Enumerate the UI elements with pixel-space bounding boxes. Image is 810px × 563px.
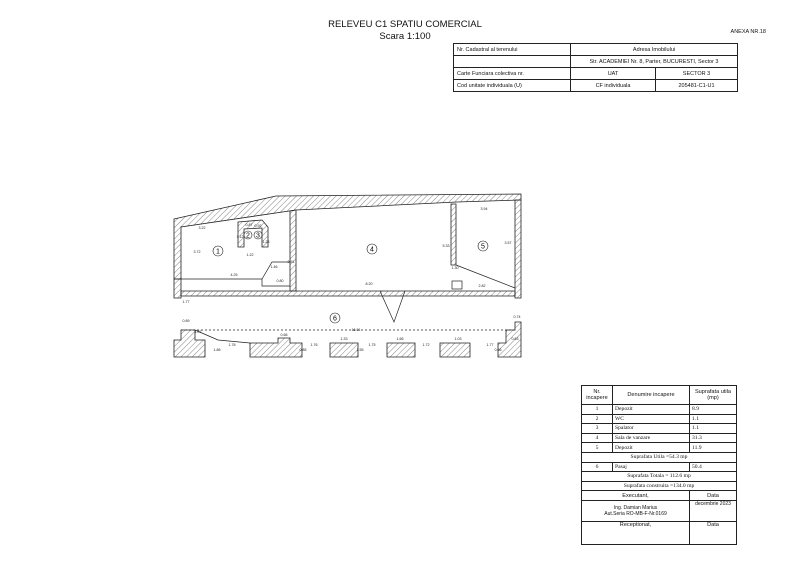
date-label-2: Data [690,521,737,544]
room-1-boundary [181,279,290,286]
dimension-label: 0.74 [513,315,521,319]
cf-individual-value: 205481-C1-U1 [656,80,738,92]
legend-row [582,414,737,424]
legend-row [582,405,737,415]
dimension-label: 1.77 [182,300,190,304]
legend-row [582,443,737,453]
dimension-label: 0.85 [299,348,307,352]
room-number: 2 [246,232,250,240]
dimension-label: 1.78 [228,343,236,347]
dimension-label: 1.76 [310,343,318,347]
address-label: Adresa Imobilului [571,44,738,56]
legend-row-no: 4 [582,433,613,443]
dimension-label: 0.89 [182,319,190,323]
wall-interior-west [287,210,296,291]
room-number: 5 [481,243,485,251]
useful-area-total: Suprafata Utila =54.3 mp [582,452,737,462]
dimension-label: 1.72 [422,343,430,347]
uat-value: SECTOR 3 [656,68,738,80]
dimension-label: 1.46 [270,265,278,269]
document-title: RELEVEU C1 SPATIU COMERCIAL [328,19,482,30]
total-area: Suprafata Totala = 112.6 mp [582,472,737,482]
dimension-label: 1.77 [486,343,494,347]
scale-label: Scara 1:100 [379,31,431,42]
wall-west [174,279,181,298]
room-number: 4 [370,246,374,254]
legend-col-area [690,386,737,405]
built-area: Suprafata construita =134.0 mp [582,481,737,491]
dimension-label: 5.33 [442,244,450,248]
dimension-label: 0.80 [276,279,284,283]
uat-label: UAT [571,68,656,80]
dimension-label: 0.87 [245,223,253,227]
wall-interior-east [451,204,456,265]
stair-room-5 [452,281,462,289]
dimension-label: 3.94 [480,207,488,211]
dimension-label: 1.22 [246,253,254,257]
dimension-label: 1.86 [213,348,221,352]
legend-row-name: Pasaj [613,462,690,472]
room-number: 3 [256,232,260,240]
receptionat-label: Receptionat, [582,521,690,544]
room-number: 6 [333,315,337,323]
dimension-label: 1.30 [451,266,459,270]
room-number: 1 [216,248,220,256]
legend-col-area-line1: Suprafata utila [694,389,732,395]
pier-5 [440,343,470,357]
dimension-label: 1.12 [236,235,244,239]
cadastral-label: Nr. Cadastral al terenului [454,44,571,56]
dimension-label: 0.66 [280,333,288,337]
address-value: Str. ACADEMIEI Nr. 8, Parter, BUCURESTI, Sector 3 [571,56,738,68]
legend-row-name: WC [613,414,690,424]
dimension-label: 0.63 [511,337,519,341]
legend-row [582,424,737,434]
legend-row-area: 31.3 [690,433,737,443]
legend-row-area: 50.4 [690,462,737,472]
legend-row-name: Spalator [613,424,690,434]
legend-row-no: 3 [582,424,613,434]
dimension-label: 1.07 [194,330,202,334]
legend-row-no: 2 [582,414,613,424]
legend-col-no-line2: incapere [586,395,608,401]
legend-row [582,462,737,472]
door-line-room-5 [456,265,515,288]
legend-row-area: 1.1 [690,414,737,424]
dimension-label: 3.57 [504,241,512,245]
legend-row-name: Depozit [613,443,690,453]
legend-col-area-line2: (mp) [707,395,719,401]
engineer-name: Ing. Damian Marius [613,504,658,511]
wall-east [515,200,521,298]
executant-label: Executant, [582,491,690,501]
wall-interior-south [181,291,515,296]
legend-row-no: 5 [582,443,613,453]
legend-col-no-line1: Nr. [593,389,601,395]
wall-north [174,194,521,279]
dimension-label: 1.23 [262,240,270,244]
legend-row [582,433,737,443]
dimension-label: 1.03 [454,337,462,341]
rooms-legend-table [581,385,737,545]
legend-row-area: 8.9 [690,405,737,415]
legend-row-no: 6 [582,462,613,472]
legend-row-name: Depozit [613,405,690,415]
legend-row-area: 11.9 [690,443,737,453]
date-label: Data [690,491,737,501]
dimension-label: 2.82 [478,284,486,288]
engineer-authorization: Aut.Seria RO-MB-F-Nr.0169 [604,510,667,517]
legend-col-name: Denumire incapere [613,386,690,405]
pier-3 [330,343,358,357]
cf-individual-label: CF individuala [571,80,656,92]
date-value: decembrie 2023 [690,500,737,521]
legend-col-no [582,386,613,405]
engineer-cell [582,500,690,521]
dimension-label: 4.25 [230,273,238,277]
dimension-label: 0.66 [494,348,502,352]
legend-row-no: 1 [582,405,613,415]
dimension-label: 3.72 [193,250,201,254]
dimension-label: 2.51 [287,260,295,264]
dimension-label: 3.22 [198,226,206,230]
pier-4 [387,343,415,357]
pier-2 [250,338,302,357]
dimension-label: 1.66 [396,337,404,341]
annex-label: ANEXA NR.18 [730,29,766,35]
legend-row-area: 1.1 [690,424,737,434]
dimension-label: 8.20 [365,282,373,286]
cf-label: Carte Funciara colectiva nr. [454,68,571,80]
dimension-label: 1.33 [340,337,348,341]
pier-1 [174,330,205,357]
legend-row-name: Sala de vanzare [613,433,690,443]
dimension-label: 1.55 [356,348,364,352]
dimension-label: 0.92 [254,224,262,228]
unit-label: Cod unitate individuala (U) [454,80,571,92]
dimension-label: 16.91 [351,328,361,332]
dimension-label: 1.75 [368,343,376,347]
